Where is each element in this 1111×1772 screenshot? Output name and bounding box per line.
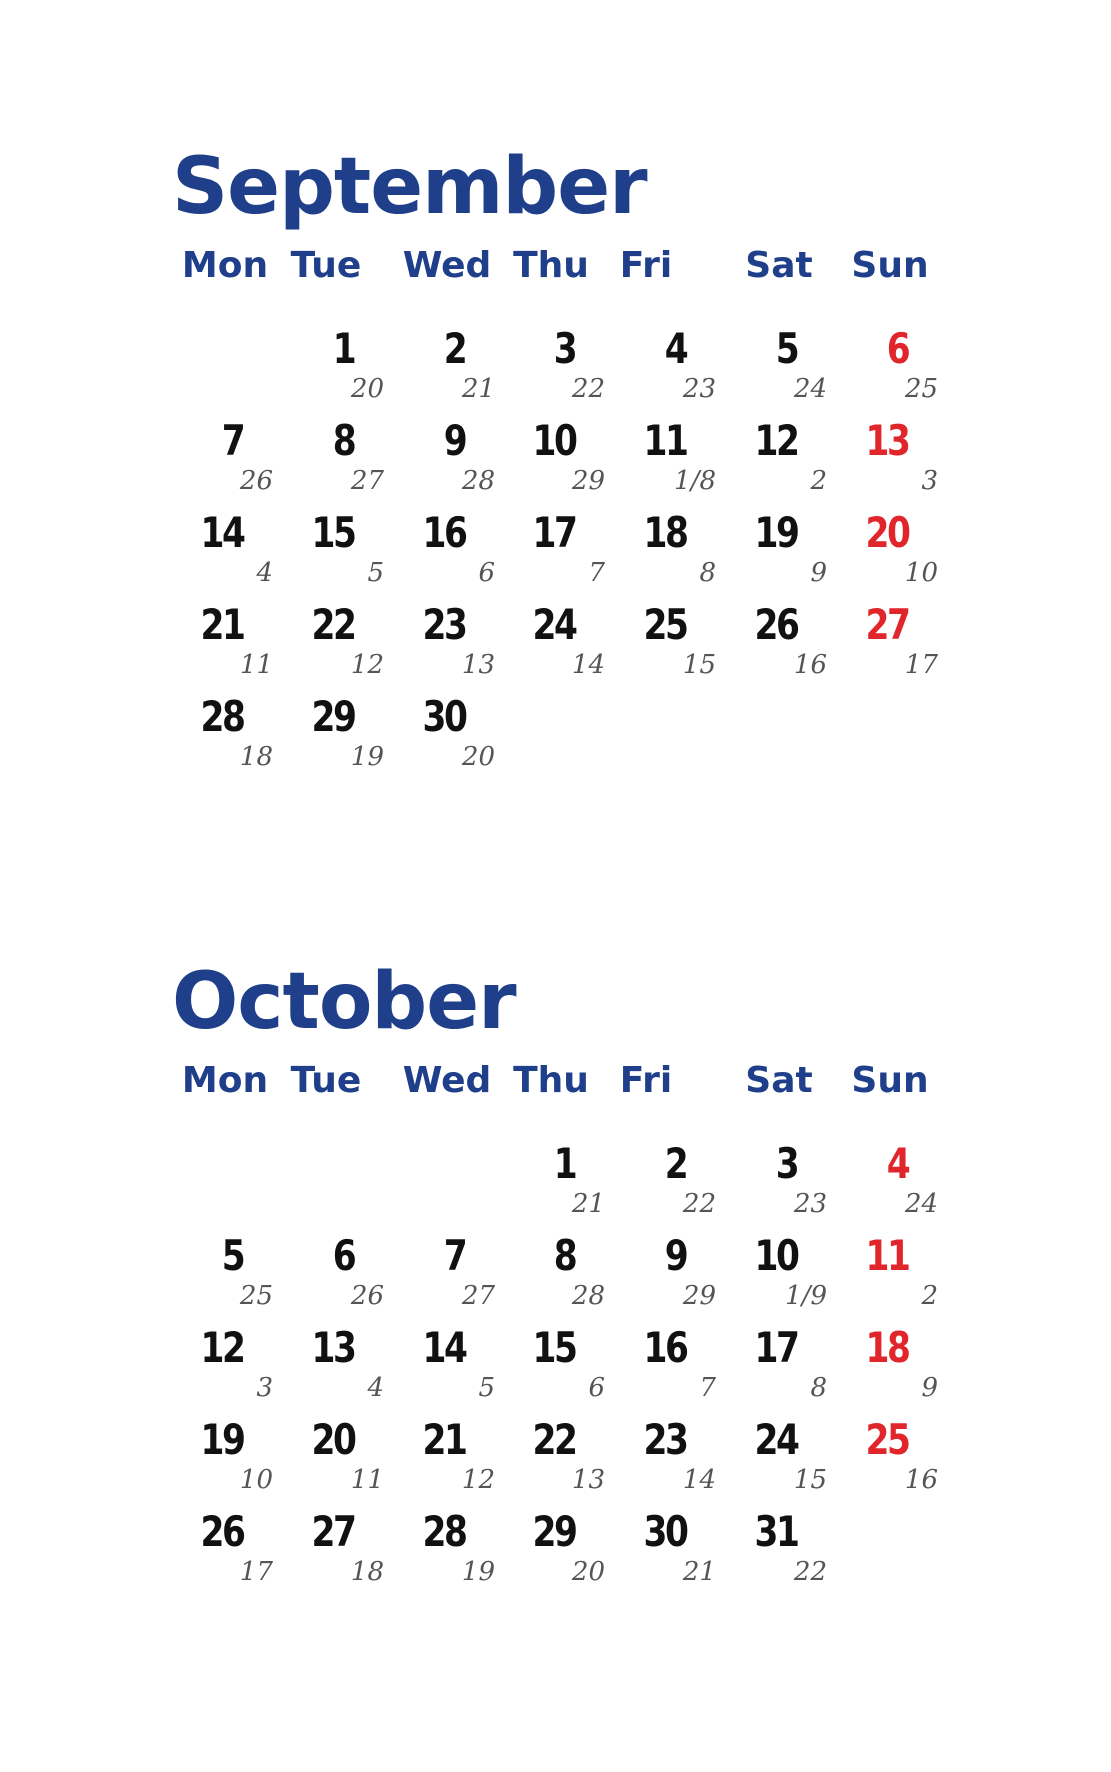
day-number: 5 (221, 1231, 243, 1280)
lunar-date: 7 (588, 558, 605, 588)
day-number: 10 (531, 416, 575, 465)
weekday-label-wed: Wed (402, 1060, 492, 1101)
lunar-date: 7 (699, 1373, 716, 1403)
lunar-date: 1/9 (785, 1281, 827, 1311)
day-number: 24 (531, 600, 575, 649)
lunar-date: 13 (571, 1465, 605, 1495)
month-title: October (172, 957, 516, 1047)
lunar-date: 9 (810, 558, 827, 588)
day-cell (507, 1323, 617, 1419)
day-number: 15 (310, 508, 354, 557)
lunar-date: 2 (921, 1281, 938, 1311)
lunar-date: 23 (793, 1189, 827, 1219)
day-cell (618, 1507, 728, 1603)
day-number: 30 (421, 692, 465, 741)
day-number: 29 (310, 692, 354, 741)
lunar-date: 20 (571, 1557, 605, 1587)
lunar-date: 12 (461, 1465, 495, 1495)
day-cell (397, 324, 507, 420)
lunar-date: 15 (682, 650, 716, 680)
day-cell (175, 1507, 285, 1603)
day-cell (840, 416, 950, 512)
day-number: 27 (310, 1507, 354, 1556)
day-cell (175, 600, 285, 696)
lunar-date: 25 (904, 374, 938, 404)
day-number: 1 (332, 324, 354, 373)
day-cell (507, 1415, 617, 1511)
day-number: 22 (531, 1415, 575, 1464)
day-cell (397, 692, 507, 788)
lunar-date: 29 (571, 466, 605, 496)
lunar-date: 14 (682, 1465, 716, 1495)
day-number: 19 (199, 1415, 243, 1464)
lunar-date: 26 (239, 466, 273, 496)
day-cell (175, 692, 285, 788)
weekday-label-fri: Fri (619, 245, 673, 286)
weekday-label-sat: Sat (745, 1060, 813, 1101)
lunar-date: 19 (461, 1557, 495, 1587)
day-number: 31 (753, 1507, 797, 1556)
day-number: 8 (553, 1231, 575, 1280)
day-number: 28 (421, 1507, 465, 1556)
day-cell (286, 600, 396, 696)
month-title: September (172, 142, 647, 232)
day-cell (286, 1415, 396, 1511)
weekday-label-sun: Sun (851, 1060, 929, 1101)
day-cell (286, 1231, 396, 1327)
lunar-date: 26 (350, 1281, 384, 1311)
day-number: 28 (199, 692, 243, 741)
day-number: 8 (332, 416, 354, 465)
weekday-label-mon: Mon (181, 1060, 269, 1101)
day-cell (397, 508, 507, 604)
day-cell (840, 324, 950, 420)
weekday-label-fri: Fri (619, 1060, 673, 1101)
lunar-date: 12 (350, 650, 384, 680)
day-cell (175, 416, 285, 512)
lunar-date: 14 (571, 650, 605, 680)
day-cell (840, 1323, 950, 1419)
weekday-label-tue: Tue (290, 1060, 362, 1101)
lunar-date: 19 (350, 742, 384, 772)
day-number: 7 (443, 1231, 465, 1280)
day-number: 13 (864, 416, 908, 465)
day-number: 29 (531, 1507, 575, 1556)
lunar-date: 9 (921, 1373, 938, 1403)
day-cell (618, 1139, 728, 1235)
day-cell (729, 508, 839, 604)
lunar-date: 17 (904, 650, 938, 680)
day-number: 11 (864, 1231, 908, 1280)
day-number: 9 (443, 416, 465, 465)
day-cell (729, 1415, 839, 1511)
weekday-label-mon: Mon (181, 245, 269, 286)
day-number: 12 (199, 1323, 243, 1372)
day-number: 4 (664, 324, 686, 373)
weekday-label-tue: Tue (290, 245, 362, 286)
day-number: 27 (864, 600, 908, 649)
lunar-date: 3 (921, 466, 938, 496)
day-number: 3 (775, 1139, 797, 1188)
lunar-date: 6 (478, 558, 495, 588)
lunar-date: 21 (461, 374, 495, 404)
lunar-date: 24 (904, 1189, 938, 1219)
lunar-date: 23 (682, 374, 716, 404)
day-cell (175, 1415, 285, 1511)
weekday-label-thu: Thu (513, 245, 589, 286)
lunar-date: 22 (793, 1557, 827, 1587)
day-cell (618, 1415, 728, 1511)
day-cell (397, 1507, 507, 1603)
day-cell (175, 508, 285, 604)
day-number: 17 (753, 1323, 797, 1372)
day-cell (397, 1323, 507, 1419)
day-cell (286, 324, 396, 420)
weekday-label-wed: Wed (402, 245, 492, 286)
day-cell (397, 600, 507, 696)
day-number: 14 (421, 1323, 465, 1372)
day-number: 6 (332, 1231, 354, 1280)
day-cell (507, 508, 617, 604)
day-number: 13 (310, 1323, 354, 1372)
lunar-date: 22 (571, 374, 605, 404)
day-number: 14 (199, 508, 243, 557)
lunar-date: 21 (682, 1557, 716, 1587)
day-number: 18 (864, 1323, 908, 1372)
day-number: 25 (642, 600, 686, 649)
day-cell (618, 1323, 728, 1419)
day-cell (507, 416, 617, 512)
lunar-date: 8 (699, 558, 716, 588)
day-cell (729, 1323, 839, 1419)
day-cell (840, 1231, 950, 1327)
day-number: 11 (642, 416, 686, 465)
day-number: 26 (199, 1507, 243, 1556)
day-cell (840, 1139, 950, 1235)
day-number: 26 (753, 600, 797, 649)
day-number: 17 (531, 508, 575, 557)
day-number: 6 (886, 324, 908, 373)
lunar-date: 10 (904, 558, 938, 588)
lunar-date: 20 (350, 374, 384, 404)
weekday-label-sun: Sun (851, 245, 929, 286)
lunar-date: 20 (461, 742, 495, 772)
lunar-date: 4 (256, 558, 273, 588)
day-number: 1 (553, 1139, 575, 1188)
day-cell (840, 600, 950, 696)
weekday-label-sat: Sat (745, 245, 813, 286)
lunar-date: 16 (793, 650, 827, 680)
lunar-date: 5 (478, 1373, 495, 1403)
day-cell (175, 1231, 285, 1327)
lunar-date: 17 (239, 1557, 273, 1587)
lunar-date: 28 (461, 466, 495, 496)
lunar-date: 25 (239, 1281, 273, 1311)
day-cell (397, 1415, 507, 1511)
lunar-date: 15 (793, 1465, 827, 1495)
day-number: 4 (886, 1139, 908, 1188)
day-cell (729, 324, 839, 420)
day-number: 10 (753, 1231, 797, 1280)
lunar-date: 6 (588, 1373, 605, 1403)
day-cell (618, 600, 728, 696)
day-cell (618, 416, 728, 512)
day-cell (286, 508, 396, 604)
day-number: 20 (310, 1415, 354, 1464)
lunar-date: 16 (904, 1465, 938, 1495)
lunar-date: 29 (682, 1281, 716, 1311)
day-number: 5 (775, 324, 797, 373)
lunar-date: 2 (810, 466, 827, 496)
lunar-date: 18 (239, 742, 273, 772)
lunar-date: 4 (367, 1373, 384, 1403)
day-cell (729, 1231, 839, 1327)
day-number: 16 (642, 1323, 686, 1372)
day-number: 2 (664, 1139, 686, 1188)
day-number: 16 (421, 508, 465, 557)
day-number: 18 (642, 508, 686, 557)
day-number: 19 (753, 508, 797, 557)
lunar-date: 11 (239, 650, 273, 680)
day-cell (729, 1507, 839, 1603)
day-cell (507, 600, 617, 696)
day-cell (507, 1507, 617, 1603)
day-cell (507, 324, 617, 420)
day-number: 20 (864, 508, 908, 557)
day-number: 23 (421, 600, 465, 649)
day-cell (618, 1231, 728, 1327)
day-number: 21 (421, 1415, 465, 1464)
day-number: 2 (443, 324, 465, 373)
day-cell (729, 1139, 839, 1235)
day-number: 15 (531, 1323, 575, 1372)
day-number: 30 (642, 1507, 686, 1556)
lunar-date: 22 (682, 1189, 716, 1219)
day-number: 12 (753, 416, 797, 465)
lunar-date: 27 (350, 466, 384, 496)
day-number: 25 (864, 1415, 908, 1464)
day-number: 23 (642, 1415, 686, 1464)
day-cell (618, 508, 728, 604)
lunar-date: 21 (571, 1189, 605, 1219)
day-cell (729, 416, 839, 512)
lunar-date: 11 (350, 1465, 384, 1495)
lunar-date: 8 (810, 1373, 827, 1403)
lunar-date: 27 (461, 1281, 495, 1311)
day-number: 9 (664, 1231, 686, 1280)
day-number: 3 (553, 324, 575, 373)
day-cell (286, 1507, 396, 1603)
day-cell (507, 1231, 617, 1327)
lunar-date: 18 (350, 1557, 384, 1587)
weekday-label-thu: Thu (513, 1060, 589, 1101)
day-cell (397, 416, 507, 512)
day-number: 7 (221, 416, 243, 465)
lunar-date: 3 (256, 1373, 273, 1403)
day-cell (286, 1323, 396, 1419)
lunar-date: 5 (367, 558, 384, 588)
lunar-date: 24 (793, 374, 827, 404)
day-number: 22 (310, 600, 354, 649)
lunar-date: 1/8 (674, 466, 716, 496)
day-cell (840, 1415, 950, 1511)
lunar-date: 13 (461, 650, 495, 680)
day-cell (840, 508, 950, 604)
day-cell (507, 1139, 617, 1235)
day-number: 21 (199, 600, 243, 649)
lunar-date: 10 (239, 1465, 273, 1495)
day-cell (618, 324, 728, 420)
day-number: 24 (753, 1415, 797, 1464)
lunar-date: 28 (571, 1281, 605, 1311)
day-cell (175, 1323, 285, 1419)
day-cell (286, 692, 396, 788)
day-cell (397, 1231, 507, 1327)
day-cell (286, 416, 396, 512)
day-cell (729, 600, 839, 696)
